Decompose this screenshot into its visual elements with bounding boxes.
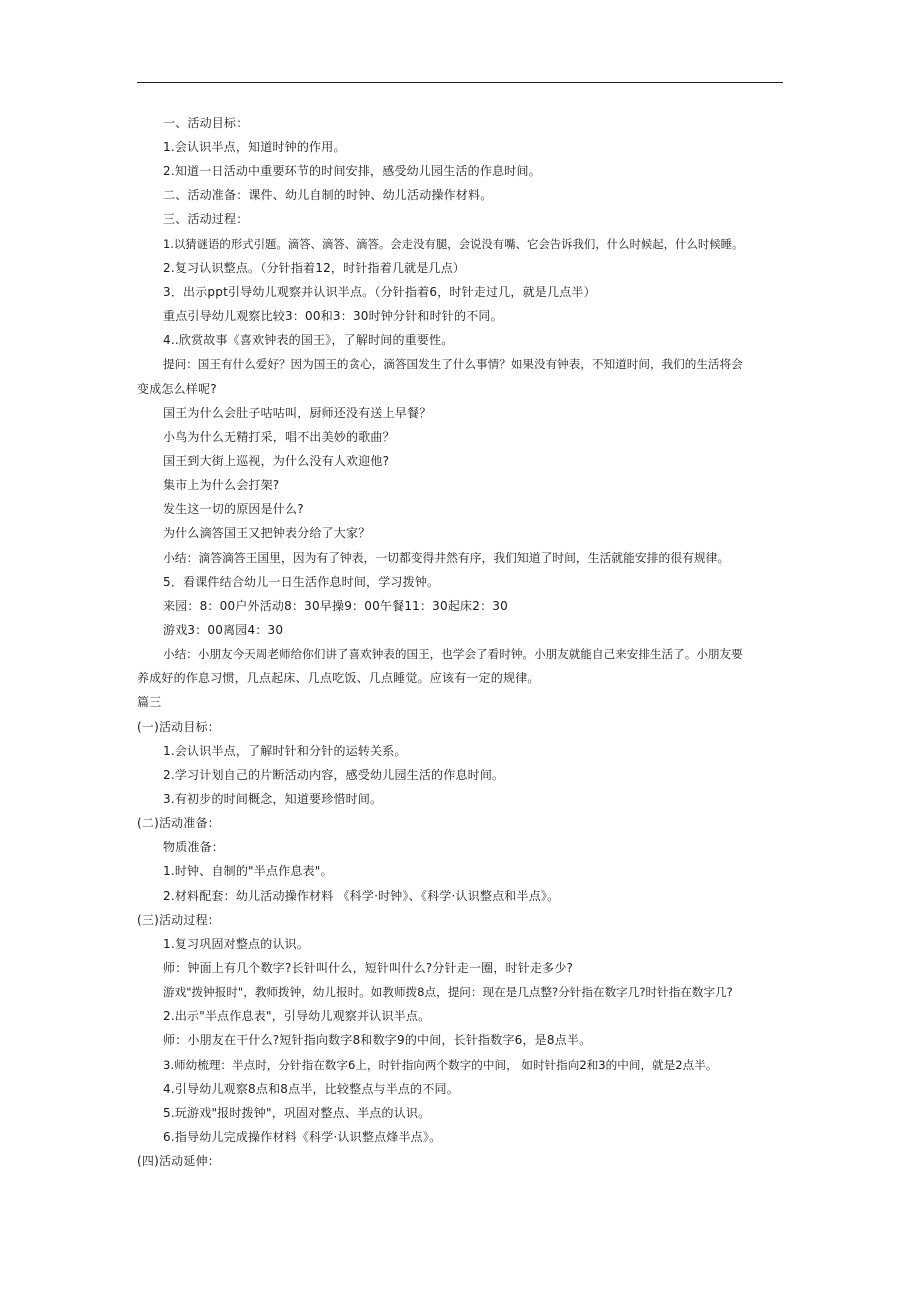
text-line: (二)活动准备： <box>137 816 220 830</box>
text-line: 6.指导幼儿完成操作材料《科学·认识整点烽半点》。 <box>163 1130 442 1144</box>
text-line: 为什么滴答国王又把钟表分给了大家？ <box>163 526 371 540</box>
text-line: 国王到大街上巡视，为什么没有人欢迎他? <box>163 454 390 468</box>
text-line: 集市上为什么会打架? <box>163 478 280 492</box>
text-line: 4..欣赏故事《喜欢钟表的国王》，了解时间的重要性。 <box>163 333 454 347</box>
text-line: 3.师幼梳理：半点时，分针指在数字6上，时针指向两个数字的中间， 如时针指向2和3的中间，就是2点半。 <box>163 1058 718 1072</box>
text-line: 来园：8：00户外活动8：30早操9：00午餐11：30起床2：30 <box>163 599 508 613</box>
text-line: 2.出示"半点作息表"，引导幼儿观察并认识半点。 <box>163 1009 431 1023</box>
text-line: 一、活动目标： <box>163 116 249 130</box>
text-line: 5．看课件结合幼儿一日生活作息时间，学习拨钟。 <box>163 575 440 589</box>
text-line: 游戏"拨钟报时"，教师拨钟，幼儿报时。如教师拨8点，提问：现在是几点整?分针指在数字几?时针指在数字几? <box>163 985 733 999</box>
text-line: 师：小朋友在干什么?短针指向数字8和数字9的中间，长针指数字6，是8点半。 <box>163 1033 592 1047</box>
text-line: 3.有初步的时间概念，知道要珍惜时间。 <box>163 792 383 806</box>
text-line: 物质准备： <box>163 840 225 854</box>
text-line: 变成怎么样呢? <box>137 382 217 396</box>
text-line: 重点引导幼儿观察比较3：00和3：30时钟分针和时针的不同。 <box>163 309 503 323</box>
text-line: 二、活动准备：课件、幼儿自制的时钟、幼儿活动操作材料。 <box>163 188 493 202</box>
text-line: 1.时钟、自制的"半点作息表"。 <box>163 864 333 878</box>
header-rule <box>137 82 783 83</box>
text-line: 2.复习认识整点。（分针指着12，时针指着几就是几点） <box>163 261 466 275</box>
text-line: 小结：小朋友今天周老师给你们讲了喜欢钟表的国王，也学会了看时钟。小朋友就能自己来安排生活了。小朋友要 <box>163 647 743 661</box>
text-line: (一)活动目标： <box>137 720 220 734</box>
text-line: 师：钟面上有几个数字?长针叫什么，短针叫什么?分针走一圈，时针走多少? <box>163 961 574 975</box>
text-line: 小结：滴答滴答王国里，因为有了钟表，一切都变得井然有序，我们知道了时间，生活就能安排的很有规律。 <box>163 551 730 565</box>
text-line: 养成好的作息习惯，几点起床、几点吃饭、几点睡觉。应该有一定的规律。 <box>137 671 540 685</box>
text-line: (四)活动延伸： <box>137 1154 220 1168</box>
text-line: 三、活动过程： <box>163 212 249 226</box>
text-line: 发生这一切的原因是什么? <box>163 502 304 516</box>
text-line: 4.引导幼儿观察8点和8点半，比较整点与半点的不同。 <box>163 1082 459 1096</box>
text-line: 2.材料配套：幼儿活动操作材料 《科学·时钟》、《科学·认识整点和半点》。 <box>163 889 560 903</box>
text-line: 1.复习巩固对整点的认识。 <box>163 937 310 951</box>
text-line: 2.学习计划自己的片断活动内容，感受幼儿园生活的作息时间。 <box>163 768 505 782</box>
text-line: 国王为什么会肚子咕咕叫，厨师还没有送上早餐？ <box>163 406 432 420</box>
text-line: 小鸟为什么无精打采，唱不出美妙的歌曲？ <box>163 430 395 444</box>
text-line: 3．出示ppt引导幼儿观察并认识半点。（分针指着6，时针走过几，就是几点半） <box>163 285 596 299</box>
text-line: 提问：国王有什么爱好？因为国王的贪心，滴答国发生了什么事情？如果没有钟表，不知道时间，我们的生活将会 <box>163 357 743 371</box>
section-heading: 篇三 <box>137 695 162 709</box>
text-line: 5.玩游戏"报时拨钟"，巩固对整点、半点的认识。 <box>163 1106 431 1120</box>
text-line: 1.会认识半点，知道时钟的作用。 <box>163 140 346 154</box>
text-line: 2.知道一日活动中重要环节的时间安排，感受幼儿园生活的作息时间。 <box>163 164 541 178</box>
text-line: 1.会认识半点，了解时针和分针的运转关系。 <box>163 744 407 758</box>
text-line: 1.以猜谜语的形式引题。滴答、滴答、滴答。会走没有腿，会说没有嘴、它会告诉我们，什么时候起，什么时候睡。 <box>163 237 744 251</box>
text-line: (三)活动过程： <box>137 913 220 927</box>
text-line: 游戏3：00离园4：30 <box>163 623 284 637</box>
